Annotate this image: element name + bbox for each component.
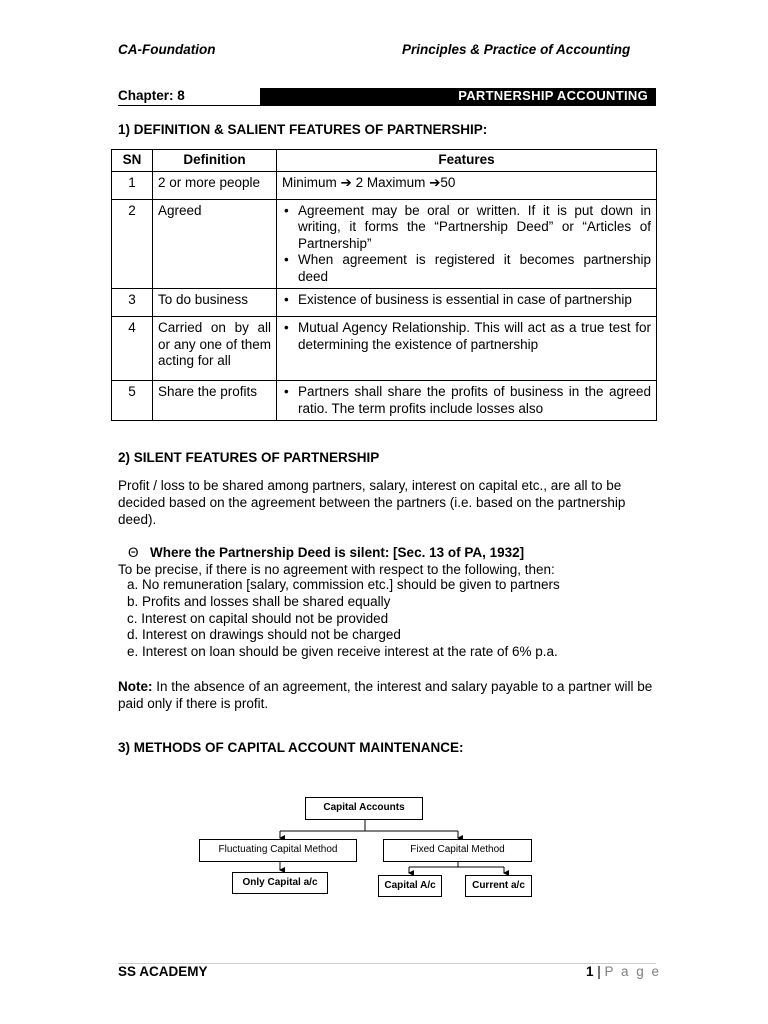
row-sn: 1 xyxy=(112,171,153,199)
page-number: 1 xyxy=(586,964,594,979)
row-sn: 3 xyxy=(112,289,153,317)
note-text: In the absence of an agreement, the interest and salary payable to a partner will be paid only if there is profit. xyxy=(118,679,653,711)
diagram-left-child-box: Only Capital a/c xyxy=(232,872,328,894)
section1-heading: 1) DEFINITION & SALIENT FEATURES OF PARTNERSHIP: xyxy=(118,122,488,137)
section2-heading: 2) SILENT FEATURES OF PARTNERSHIP xyxy=(118,450,380,465)
table-row xyxy=(112,171,657,199)
diagram-left-box: Fluctuating Capital Method xyxy=(199,839,357,862)
table-row xyxy=(112,381,657,421)
note-label: Note: xyxy=(118,679,153,694)
chapter-row xyxy=(118,88,656,106)
column-header-sn: SN xyxy=(112,150,153,172)
page-word: P a g e xyxy=(604,964,662,979)
section3-heading: 3) METHODS OF CAPITAL ACCOUNT MAINTENANCE: xyxy=(118,740,464,755)
list-item: b. Profits and losses shall be shared equally xyxy=(127,593,391,609)
diagram-root-box: Capital Accounts xyxy=(305,797,423,820)
table-row xyxy=(112,317,657,381)
row-features xyxy=(277,317,657,381)
column-header-features: Features xyxy=(277,150,657,172)
feature-bullet: • Agreement may be oral or written. If it is put down in writing, it forms the “Partnership Deed” or “Articles of Partnership” xyxy=(282,203,651,253)
footer-page: 1 | P a g e xyxy=(586,964,662,979)
features-table xyxy=(111,149,657,421)
feature-bullet: • Mutual Agency Relationship. This will act as a true test for determining the existence of partnership xyxy=(282,320,651,353)
feature-bullet: • When agreement is registered it becomes partnership deed xyxy=(282,252,651,285)
row-features: Minimum ➔ 2 Maximum ➔50 xyxy=(277,171,657,199)
row-sn: 5 xyxy=(112,381,153,421)
footer-left: SS ACADEMY xyxy=(118,964,208,979)
row-features xyxy=(277,381,657,421)
row-definition: Share the profits xyxy=(153,381,277,421)
diagram-right-box: Fixed Capital Method xyxy=(383,839,532,862)
table-row xyxy=(112,289,657,317)
column-header-definition: Definition xyxy=(153,150,277,172)
silent-lead: To be precise, if there is no agreement with respect to the following, then: xyxy=(118,562,555,577)
feature-bullet: • Existence of business is essential in case of partnership xyxy=(282,292,651,309)
list-item: d. Interest on drawings should not be charged xyxy=(127,627,401,643)
table-header-row xyxy=(112,150,657,172)
silent-subheading xyxy=(128,545,524,560)
section2-intro: Profit / loss to be shared among partners, salary, interest on capital etc., are all to be decided based on the agreement between the partners (i.e. based on the partnership deed). xyxy=(118,478,626,527)
row-sn: 4 xyxy=(112,317,153,381)
diagram-right-child-2-box: Current a/c xyxy=(465,875,532,897)
header-left: CA-Foundation xyxy=(118,42,216,57)
header-right: Principles & Practice of Accounting xyxy=(402,42,631,57)
row-definition: 2 or more people xyxy=(153,171,277,199)
list-item: c. Interest on capital should not be provided xyxy=(127,610,389,626)
silent-subheading-text: Where the Partnership Deed is silent: [Sec. 13 of PA, 1932] xyxy=(150,545,525,560)
note-paragraph xyxy=(118,678,656,712)
row-sn: 2 xyxy=(112,199,153,289)
row-features xyxy=(277,289,657,317)
list-item: a. No remuneration [salary, commission etc.] should be given to partners xyxy=(127,577,560,592)
row-features xyxy=(277,199,657,289)
table-row xyxy=(112,199,657,289)
feature-bullet: • Partners shall share the profits of business in the agreed ratio. The term profits include losses also xyxy=(282,384,651,417)
chapter-label: Chapter: 8 xyxy=(118,88,185,103)
row-definition: Carried on by all or any one of them acting for all xyxy=(153,317,277,381)
list-item: e. Interest on loan should be given receive interest at the rate of 6% p.a. xyxy=(127,644,558,660)
row-definition: Agreed xyxy=(153,199,277,289)
diagram-right-child-1-box: Capital A/c xyxy=(378,875,442,897)
chapter-title-bar xyxy=(260,88,656,105)
chapter-title: PARTNERSHIP ACCOUNTING xyxy=(458,88,648,103)
row-definition: To do business xyxy=(153,289,277,317)
capital-accounts-diagram xyxy=(195,795,540,905)
theta-icon: Θ xyxy=(128,545,139,560)
silent-list xyxy=(127,577,560,661)
